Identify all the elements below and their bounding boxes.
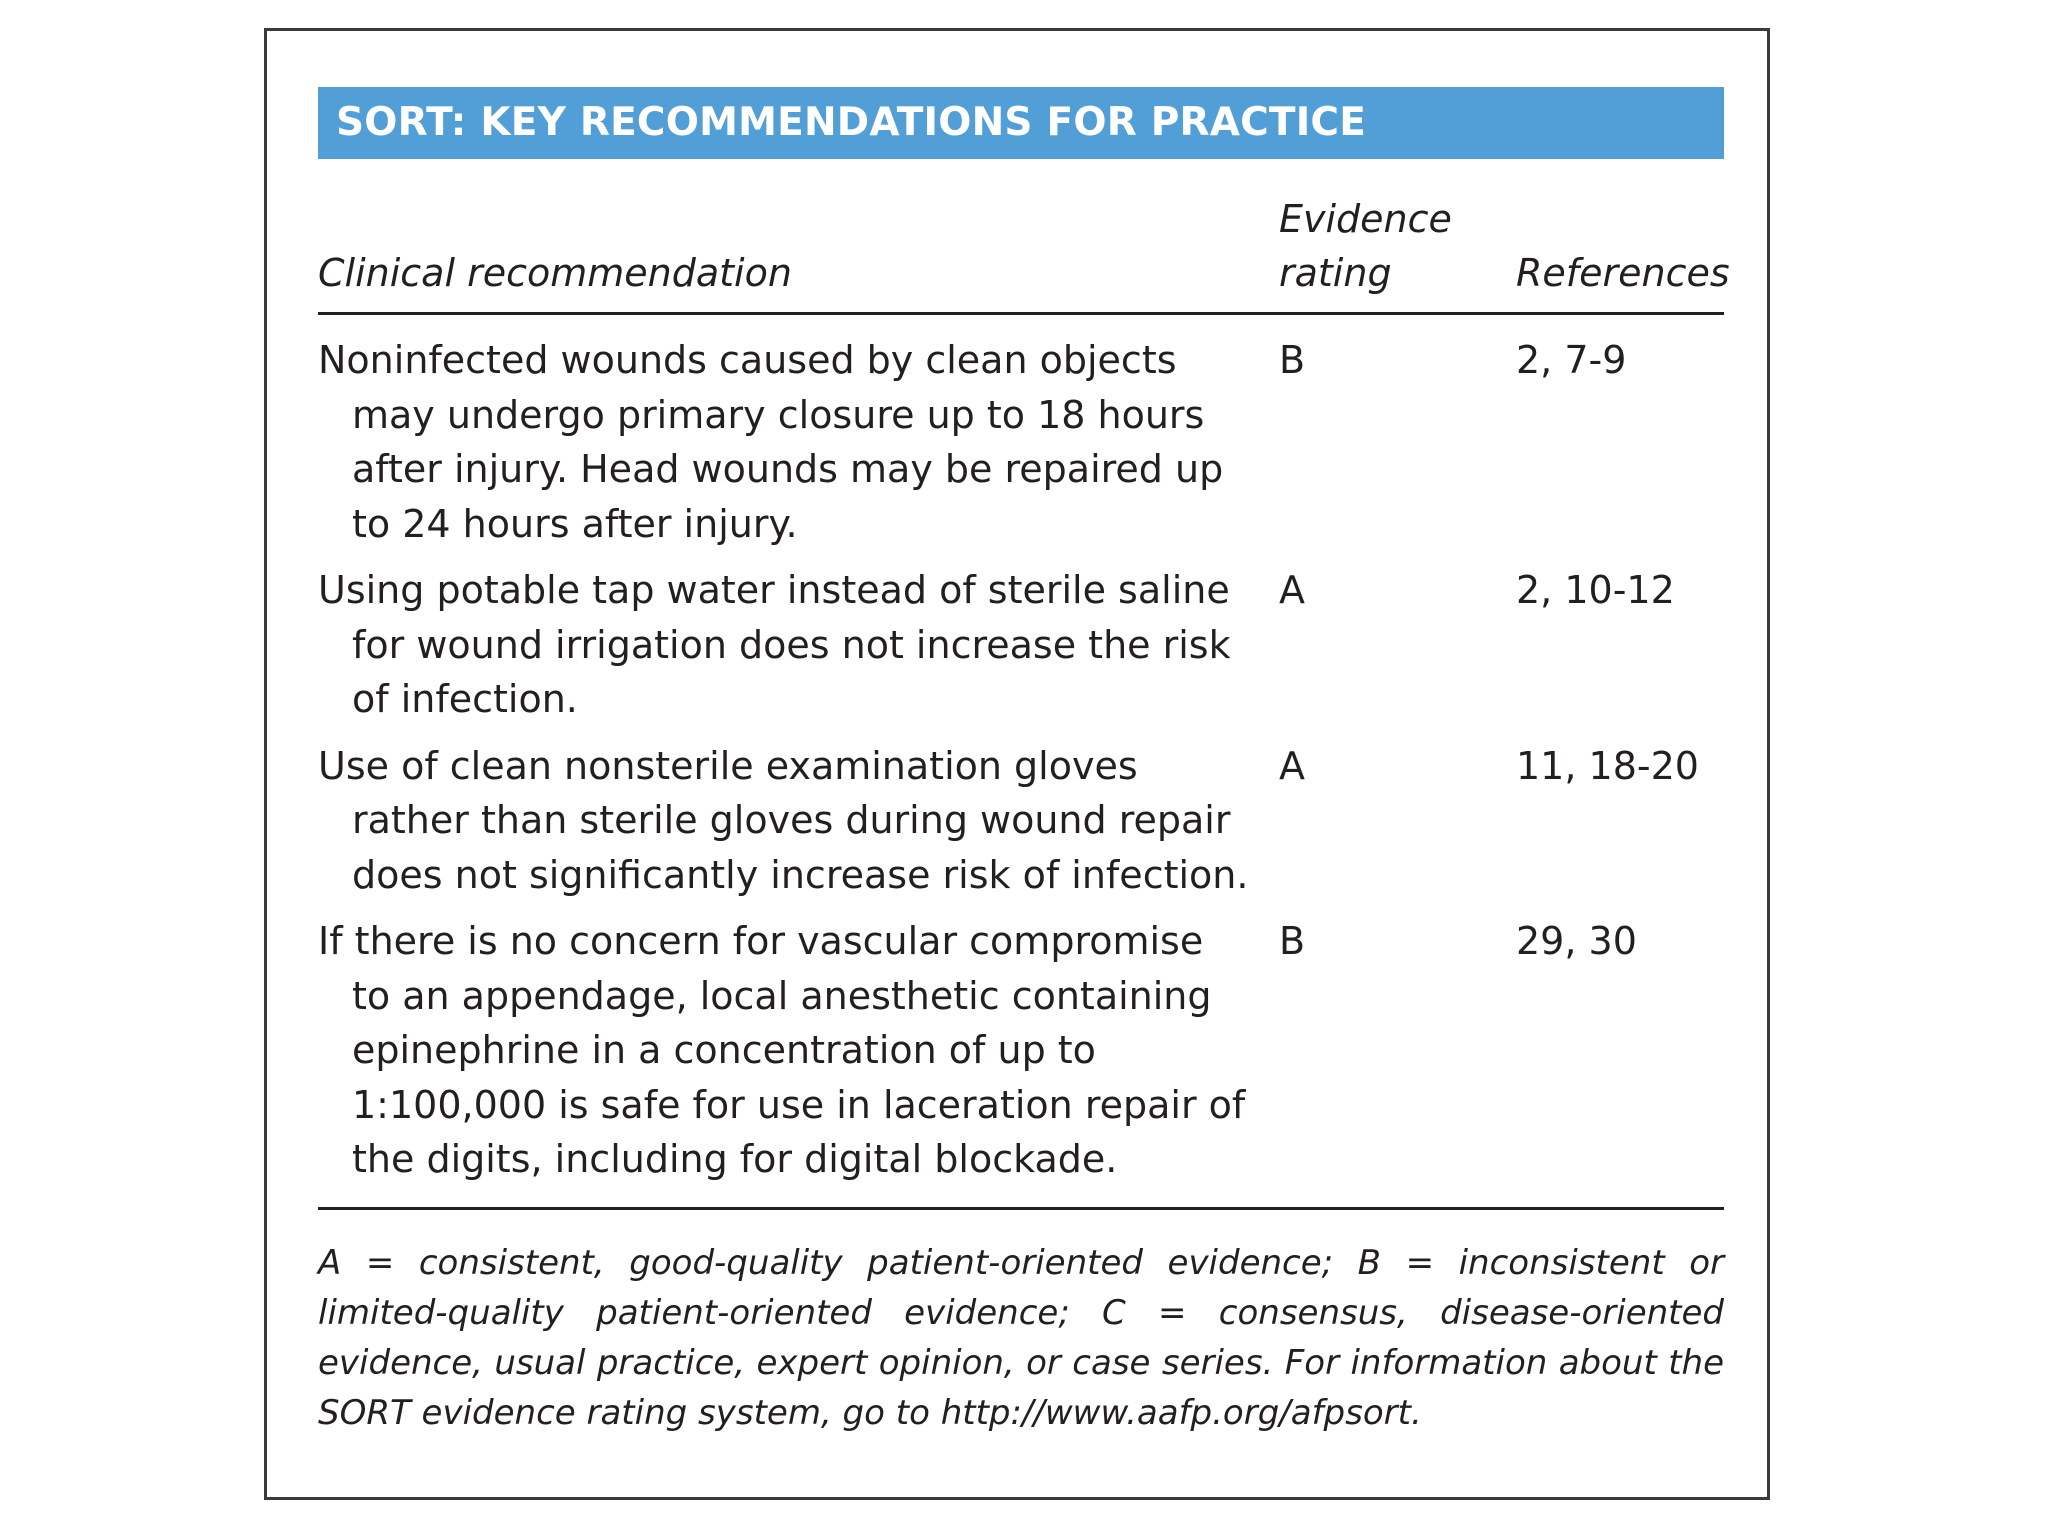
recommendation-text: Use of clean nonsterile examination gloves rather than sterile gloves during wound repair does not significantly increase risk of infection. (318, 743, 1249, 897)
table-bottom-rule (318, 1207, 1724, 1210)
evidence-footnote: A = consistent, good-quality patient-oriented evidence; B = inconsistent or limited-quality patient-oriented evidence; C = consensus, disease-oriented evidence, usual practice, expert opinion, or case series. For information about the SORT evidence rating system, go to http://www.aafp.org/afpsort. (318, 1242, 1724, 1433)
table-title: SORT: KEY RECOMMENDATIONS FOR PRACTICE (318, 87, 1724, 159)
evidence-rating: A (1279, 743, 1305, 788)
table-row (318, 563, 1724, 727)
references: 11, 18-20 (1516, 743, 1699, 788)
evidence-rating: A (1279, 568, 1305, 612)
header-evidence-rating (1279, 192, 1452, 300)
evidence-rating: B (1279, 919, 1306, 963)
references: 29, 30 (1516, 919, 1637, 963)
table-row (318, 739, 1724, 903)
evidence-rating: B (1279, 338, 1306, 382)
recommendation-text: Noninfected wounds caused by clean objects may undergo primary closure up to 18 hours after injury. Head wounds may be repaired up to 24 hours after injury. (318, 338, 1224, 546)
table-header-row (318, 159, 1730, 315)
sort-table-frame (264, 28, 1770, 1500)
table-body (318, 315, 1724, 1187)
recommendation-text: Using potable tap water instead of sterile saline for wound irrigation does not increase the risk of infection. (318, 568, 1231, 721)
references: 2, 7-9 (1516, 338, 1627, 382)
table-row (318, 914, 1724, 1187)
sort-table (318, 87, 1730, 1438)
header-evidence-line2: rating (1279, 251, 1392, 295)
header-evidence-line1: Evidence (1279, 197, 1452, 241)
table-row (318, 333, 1724, 551)
header-references: References (1516, 251, 1730, 295)
recommendation-text: If there is no concern for vascular compromise to an appendage, local anesthetic containing epinephrine in a concentration of up to 1:100,000 is safe for use in laceration repair of the digits, including for digital blockade. (318, 919, 1246, 1181)
references: 2, 10-12 (1516, 568, 1675, 612)
header-clinical-recommendation: Clinical recommendation (318, 251, 792, 295)
